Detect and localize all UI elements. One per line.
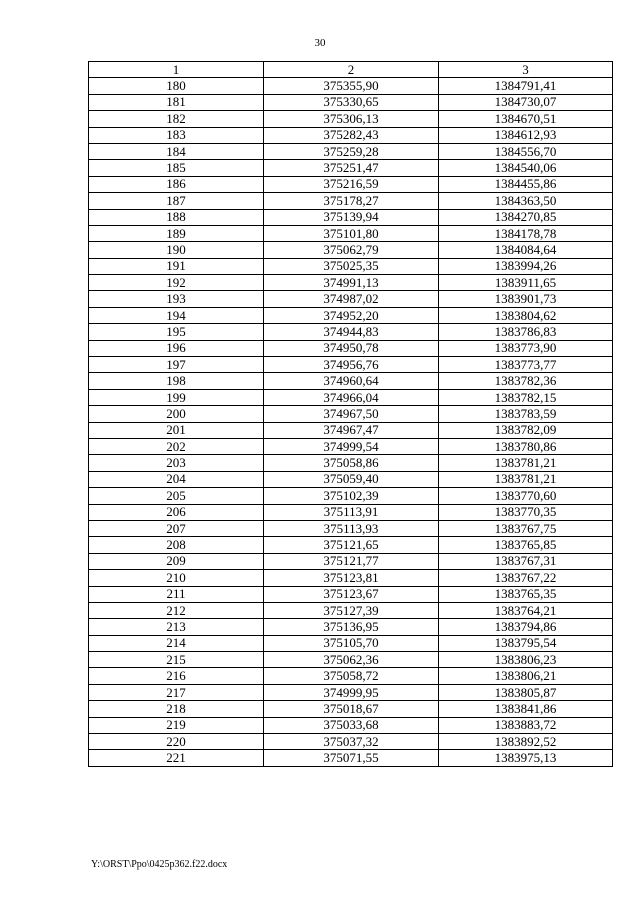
- table-header-row: [89, 62, 613, 78]
- table-cell: 374999,54: [264, 438, 439, 454]
- table-cell: 1383795,54: [439, 635, 613, 651]
- table-cell: 200: [89, 406, 264, 422]
- table-row: [89, 275, 613, 291]
- table-cell: 1383770,35: [439, 504, 613, 520]
- table-row: [89, 422, 613, 438]
- table-cell: 189: [89, 225, 264, 241]
- table-cell: 375025,35: [264, 258, 439, 274]
- table-cell: 375058,86: [264, 455, 439, 471]
- table-cell: 187: [89, 193, 264, 209]
- table-row: [89, 242, 613, 258]
- table-cell: 1384556,70: [439, 143, 613, 159]
- table-row: [89, 652, 613, 668]
- table-cell: 1383782,09: [439, 422, 613, 438]
- table-cell: 197: [89, 357, 264, 373]
- column-header-2: 2: [264, 62, 439, 78]
- table-cell: 181: [89, 94, 264, 110]
- table-cell: 375101,80: [264, 225, 439, 241]
- table-cell: 208: [89, 537, 264, 553]
- table-row: [89, 160, 613, 176]
- coordinates-table: [88, 61, 613, 767]
- table-cell: 1384270,85: [439, 209, 613, 225]
- table-row: [89, 94, 613, 110]
- table-cell: 191: [89, 258, 264, 274]
- table-cell: 1383804,62: [439, 307, 613, 323]
- table-cell: 1384540,06: [439, 160, 613, 176]
- table-cell: 375355,90: [264, 78, 439, 94]
- table-cell: 1384730,07: [439, 94, 613, 110]
- table-cell: 375102,39: [264, 488, 439, 504]
- table-cell: 1383780,86: [439, 438, 613, 454]
- table-row: [89, 438, 613, 454]
- table-cell: 196: [89, 340, 264, 356]
- table-cell: 1383781,21: [439, 455, 613, 471]
- table-row: [89, 357, 613, 373]
- table-cell: 1384178,78: [439, 225, 613, 241]
- table-cell: 213: [89, 619, 264, 635]
- table-cell: 375105,70: [264, 635, 439, 651]
- table-row: [89, 750, 613, 766]
- table-cell: 186: [89, 176, 264, 192]
- table-cell: 375123,81: [264, 570, 439, 586]
- table-row: [89, 701, 613, 717]
- table-row: [89, 78, 613, 94]
- table-cell: 375127,39: [264, 602, 439, 618]
- table-row: [89, 520, 613, 536]
- table-row: [89, 111, 613, 127]
- table-cell: 375033,68: [264, 717, 439, 733]
- table-cell: 375139,94: [264, 209, 439, 225]
- table-cell: 1383783,59: [439, 406, 613, 422]
- table-cell: 205: [89, 488, 264, 504]
- table-row: [89, 258, 613, 274]
- table-cell: 215: [89, 652, 264, 668]
- table-cell: 1383782,36: [439, 373, 613, 389]
- table-cell: 198: [89, 373, 264, 389]
- table-body: [89, 78, 613, 766]
- column-header-3: 3: [439, 62, 613, 78]
- table-row: [89, 193, 613, 209]
- table-row: [89, 176, 613, 192]
- table-cell: 375058,72: [264, 668, 439, 684]
- table-cell: 375251,47: [264, 160, 439, 176]
- table-cell: 1383806,21: [439, 668, 613, 684]
- table-cell: 1383767,75: [439, 520, 613, 536]
- table-cell: 207: [89, 520, 264, 536]
- table-cell: 192: [89, 275, 264, 291]
- table-row: [89, 291, 613, 307]
- table-cell: 1383786,83: [439, 324, 613, 340]
- table-cell: 1383773,77: [439, 357, 613, 373]
- table-cell: 216: [89, 668, 264, 684]
- table-cell: 374967,47: [264, 422, 439, 438]
- table-row: [89, 684, 613, 700]
- table-cell: 194: [89, 307, 264, 323]
- table-row: [89, 324, 613, 340]
- table-cell: 375306,13: [264, 111, 439, 127]
- table-cell: 375121,77: [264, 553, 439, 569]
- table-cell: 1384791,41: [439, 78, 613, 94]
- table-cell: 374966,04: [264, 389, 439, 405]
- page-number: 30: [314, 37, 326, 49]
- table-cell: 374952,20: [264, 307, 439, 323]
- table-cell: 375037,32: [264, 734, 439, 750]
- table-row: [89, 225, 613, 241]
- table-cell: 202: [89, 438, 264, 454]
- table-cell: 1383911,65: [439, 275, 613, 291]
- table-row: [89, 127, 613, 143]
- table-cell: 375113,91: [264, 504, 439, 520]
- table-row: [89, 471, 613, 487]
- table-cell: 374950,78: [264, 340, 439, 356]
- table-cell: 375062,79: [264, 242, 439, 258]
- table-cell: 1383765,35: [439, 586, 613, 602]
- table-cell: 1384084,64: [439, 242, 613, 258]
- table-cell: 375216,59: [264, 176, 439, 192]
- table-cell: 206: [89, 504, 264, 520]
- table-cell: 220: [89, 734, 264, 750]
- table-cell: 214: [89, 635, 264, 651]
- table-cell: 1383841,86: [439, 701, 613, 717]
- table-cell: 375178,27: [264, 193, 439, 209]
- table-cell: 1384455,86: [439, 176, 613, 192]
- table-row: [89, 734, 613, 750]
- table-cell: 183: [89, 127, 264, 143]
- table-cell: 374967,50: [264, 406, 439, 422]
- table-cell: 374944,83: [264, 324, 439, 340]
- table-cell: 1383892,52: [439, 734, 613, 750]
- table-cell: 375259,28: [264, 143, 439, 159]
- table-cell: 374999,95: [264, 684, 439, 700]
- table-row: [89, 373, 613, 389]
- table-cell: 1383883,72: [439, 717, 613, 733]
- table-row: [89, 488, 613, 504]
- table-cell: 1383806,23: [439, 652, 613, 668]
- table-cell: 374956,76: [264, 357, 439, 373]
- table-cell: 210: [89, 570, 264, 586]
- table-cell: 1383764,21: [439, 602, 613, 618]
- table-row: [89, 389, 613, 405]
- table-cell: 374987,02: [264, 291, 439, 307]
- table-cell: 209: [89, 553, 264, 569]
- table-cell: 1383901,73: [439, 291, 613, 307]
- table-cell: 212: [89, 602, 264, 618]
- table-row: [89, 553, 613, 569]
- table-cell: 1383773,90: [439, 340, 613, 356]
- table-cell: 375113,93: [264, 520, 439, 536]
- table-cell: 201: [89, 422, 264, 438]
- table-cell: 375071,55: [264, 750, 439, 766]
- table-cell: 1383782,15: [439, 389, 613, 405]
- table-cell: 375330,65: [264, 94, 439, 110]
- table-cell: 219: [89, 717, 264, 733]
- table-cell: 1383767,31: [439, 553, 613, 569]
- table-row: [89, 504, 613, 520]
- table-cell: 1383975,13: [439, 750, 613, 766]
- table-cell: 1383794,86: [439, 619, 613, 635]
- table-row: [89, 570, 613, 586]
- table-cell: 1383994,26: [439, 258, 613, 274]
- table-cell: 375136,95: [264, 619, 439, 635]
- table-row: [89, 635, 613, 651]
- table-row: [89, 307, 613, 323]
- table-row: [89, 143, 613, 159]
- column-header-1: 1: [89, 62, 264, 78]
- table-row: [89, 406, 613, 422]
- footer-file-path: Y:\ORST\Ppo\0425p362.f22.docx: [91, 859, 228, 870]
- table-cell: 375059,40: [264, 471, 439, 487]
- table-cell: 211: [89, 586, 264, 602]
- table-row: [89, 455, 613, 471]
- table-cell: 1383805,87: [439, 684, 613, 700]
- table-row: [89, 209, 613, 225]
- table-row: [89, 619, 613, 635]
- table-cell: 199: [89, 389, 264, 405]
- table-cell: 375018,67: [264, 701, 439, 717]
- table-cell: 1384363,50: [439, 193, 613, 209]
- table-cell: 195: [89, 324, 264, 340]
- table-cell: 204: [89, 471, 264, 487]
- table-cell: 180: [89, 78, 264, 94]
- table-cell: 188: [89, 209, 264, 225]
- table-cell: 193: [89, 291, 264, 307]
- table-cell: 374960,64: [264, 373, 439, 389]
- table-row: [89, 586, 613, 602]
- table-cell: 375121,65: [264, 537, 439, 553]
- table-cell: 1383765,85: [439, 537, 613, 553]
- table-cell: 375062,36: [264, 652, 439, 668]
- table-cell: 375282,43: [264, 127, 439, 143]
- table-cell: 1383770,60: [439, 488, 613, 504]
- table-cell: 1384670,51: [439, 111, 613, 127]
- table-cell: 218: [89, 701, 264, 717]
- table-cell: 221: [89, 750, 264, 766]
- table-row: [89, 602, 613, 618]
- table-cell: 1383767,22: [439, 570, 613, 586]
- table-cell: 203: [89, 455, 264, 471]
- table-cell: 185: [89, 160, 264, 176]
- table-cell: 184: [89, 143, 264, 159]
- table-cell: 217: [89, 684, 264, 700]
- table-cell: 1384612,93: [439, 127, 613, 143]
- table-cell: 1383781,21: [439, 471, 613, 487]
- table-cell: 375123,67: [264, 586, 439, 602]
- table-row: [89, 668, 613, 684]
- table-row: [89, 537, 613, 553]
- table-row: [89, 340, 613, 356]
- table-cell: 182: [89, 111, 264, 127]
- table-cell: 374991,13: [264, 275, 439, 291]
- table-cell: 190: [89, 242, 264, 258]
- table-row: [89, 717, 613, 733]
